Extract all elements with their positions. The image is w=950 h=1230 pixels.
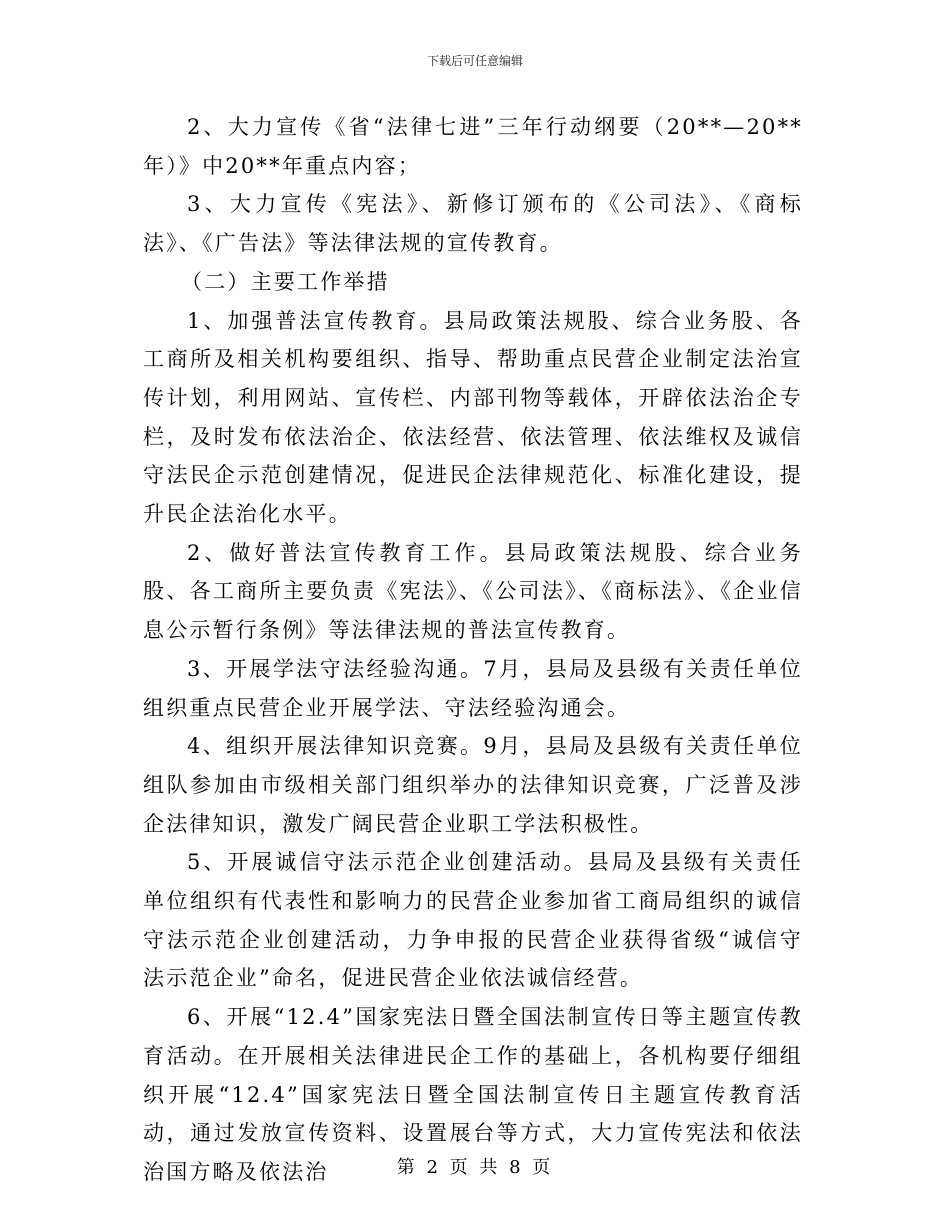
section-heading-measures: （二）主要工作举措 [181, 269, 390, 294]
paragraph-item-3: 3、大力宣传《宪法》、新修订颁布的《公司法》、《商标法》、《广告法》等法律法规的宣传教育。 [143, 192, 803, 256]
paragraph-measure-5: 5、开展诚信守法示范企业创建活动。县局及县级有关责任单位组织有代表性和影响力的民营企业参加省工商局组织的诚信守法示范企业创建活动，力争申报的民营企业获得省级“诚信守法示范企业”命名，促进民营企业依法诚信经营。 [143, 850, 803, 991]
page-header: 下载后可任意编辑 [426, 54, 523, 68]
page-number-footer: 第 2 页 共 8 页 [396, 1157, 554, 1178]
paragraph-measure-4: 4、组织开展法律知识竞赛。9月，县局及县级有关责任单位组队参加由市级相关部门组织举办的法律知识竞赛，广泛普及涉企法律知识，激发广阔民营企业职工学法积极性。 [143, 734, 803, 836]
document-body [143, 108, 803, 1192]
paragraph-measure-3: 3、开展学法守法经验沟通。7月，县局及县级有关责任单位组织重点民营企业开展学法、守法经验沟通会。 [143, 656, 803, 720]
paragraph-item-2: 2、大力宣传《省“法律七进”三年行动纲要（20**—20**年）》中20**年重点内容； [143, 115, 803, 178]
paragraph-measure-2: 2、做好普法宣传教育工作。县局政策法规股、综合业务股、各工商所主要负责《宪法》、《公司法》、《商标法》、《企业信息公示暂行条例》等法律法规的普法宣传教育。 [143, 540, 803, 643]
paragraph-measure-6: 6、开展“12.4”国家宪法日暨全国法制宣传日等主题宣传教育活动。在开展相关法律进民企工作的基础上，各机构要仔细组织开展“12.4”国家宪法日暨全国法制宣传日主题宣传教育活动，通过发放宣传资料、设置展台等方式，大力宣传宪法和依法治国方略及依法治 [143, 1005, 803, 1184]
paragraph-measure-1: 1、加强普法宣传教育。县局政策法规股、综合业务股、各工商所及相关机构要组织、指导、帮助重点民营企业制定法治宣传计划，利用网站、宣传栏、内部刊物等载体，开辟依法治企专栏，及时发布依法治企、依法经营、依法管理、依法维权及诚信守法民企示范创建情况，促进民企法律规范化、标准化建设，提升民企法治化水平。 [143, 308, 803, 527]
